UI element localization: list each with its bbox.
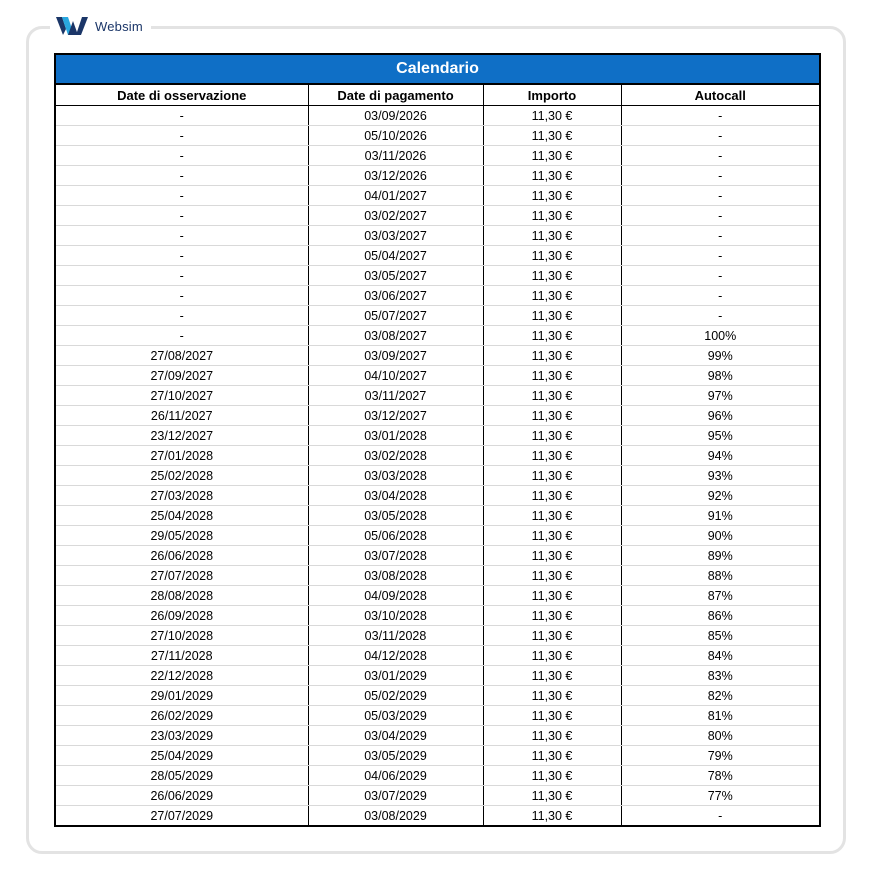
amount-cell: 11,30 € bbox=[483, 386, 621, 406]
payment-date-cell: 03/12/2027 bbox=[308, 406, 483, 426]
autocall-cell: 94% bbox=[621, 446, 820, 466]
table-row bbox=[55, 386, 820, 406]
autocall-cell: 87% bbox=[621, 586, 820, 606]
payment-date-cell: 03/05/2027 bbox=[308, 266, 483, 286]
amount-cell: 11,30 € bbox=[483, 626, 621, 646]
table-row bbox=[55, 366, 820, 386]
table-row bbox=[55, 306, 820, 326]
brand-logo bbox=[50, 14, 151, 38]
table-row bbox=[55, 246, 820, 266]
payment-date-cell: 03/02/2027 bbox=[308, 206, 483, 226]
payment-date-cell: 05/04/2027 bbox=[308, 246, 483, 266]
table-row bbox=[55, 326, 820, 346]
observation-date-cell: 29/05/2028 bbox=[55, 526, 308, 546]
amount-cell: 11,30 € bbox=[483, 166, 621, 186]
autocall-cell: - bbox=[621, 106, 820, 126]
observation-date-cell: 29/01/2029 bbox=[55, 686, 308, 706]
observation-date-cell: - bbox=[55, 186, 308, 206]
observation-date-cell: 27/07/2028 bbox=[55, 566, 308, 586]
table-row bbox=[55, 586, 820, 606]
table-row bbox=[55, 106, 820, 126]
autocall-cell: 91% bbox=[621, 506, 820, 526]
amount-cell: 11,30 € bbox=[483, 306, 621, 326]
payment-date-cell: 03/11/2026 bbox=[308, 146, 483, 166]
observation-date-cell: 27/08/2027 bbox=[55, 346, 308, 366]
table-row bbox=[55, 686, 820, 706]
autocall-cell: 95% bbox=[621, 426, 820, 446]
amount-cell: 11,30 € bbox=[483, 706, 621, 726]
table-row bbox=[55, 746, 820, 766]
payment-date-cell: 03/09/2027 bbox=[308, 346, 483, 366]
autocall-cell: 90% bbox=[621, 526, 820, 546]
autocall-cell: - bbox=[621, 166, 820, 186]
table-row bbox=[55, 286, 820, 306]
payment-date-cell: 04/01/2027 bbox=[308, 186, 483, 206]
observation-date-cell: - bbox=[55, 126, 308, 146]
amount-cell: 11,30 € bbox=[483, 426, 621, 446]
amount-cell: 11,30 € bbox=[483, 566, 621, 586]
autocall-cell: 85% bbox=[621, 626, 820, 646]
observation-date-cell: 27/03/2028 bbox=[55, 486, 308, 506]
table-title: Calendario bbox=[55, 54, 820, 84]
autocall-cell: - bbox=[621, 126, 820, 146]
autocall-cell: - bbox=[621, 186, 820, 206]
table-row bbox=[55, 186, 820, 206]
observation-date-cell: 23/12/2027 bbox=[55, 426, 308, 446]
amount-cell: 11,30 € bbox=[483, 466, 621, 486]
payment-date-cell: 03/04/2028 bbox=[308, 486, 483, 506]
column-header-observation-date: Date di osservazione bbox=[55, 84, 308, 106]
amount-cell: 11,30 € bbox=[483, 226, 621, 246]
amount-cell: 11,30 € bbox=[483, 786, 621, 806]
amount-cell: 11,30 € bbox=[483, 666, 621, 686]
observation-date-cell: 27/11/2028 bbox=[55, 646, 308, 666]
amount-cell: 11,30 € bbox=[483, 726, 621, 746]
table-row bbox=[55, 566, 820, 586]
autocall-cell: 78% bbox=[621, 766, 820, 786]
autocall-cell: 89% bbox=[621, 546, 820, 566]
table-row bbox=[55, 446, 820, 466]
amount-cell: 11,30 € bbox=[483, 186, 621, 206]
observation-date-cell: - bbox=[55, 306, 308, 326]
payment-date-cell: 03/01/2029 bbox=[308, 666, 483, 686]
table-row bbox=[55, 706, 820, 726]
payment-date-cell: 03/04/2029 bbox=[308, 726, 483, 746]
autocall-cell: 82% bbox=[621, 686, 820, 706]
column-header-autocall: Autocall bbox=[621, 84, 820, 106]
calendar-table-container bbox=[54, 53, 819, 827]
payment-date-cell: 03/08/2028 bbox=[308, 566, 483, 586]
autocall-cell: - bbox=[621, 306, 820, 326]
payment-date-cell: 03/03/2028 bbox=[308, 466, 483, 486]
observation-date-cell: - bbox=[55, 286, 308, 306]
payment-date-cell: 03/02/2028 bbox=[308, 446, 483, 466]
table-row bbox=[55, 766, 820, 786]
amount-cell: 11,30 € bbox=[483, 286, 621, 306]
observation-date-cell: - bbox=[55, 226, 308, 246]
table-row bbox=[55, 786, 820, 806]
table-row bbox=[55, 646, 820, 666]
observation-date-cell: 26/06/2029 bbox=[55, 786, 308, 806]
autocall-cell: 88% bbox=[621, 566, 820, 586]
observation-date-cell: 26/06/2028 bbox=[55, 546, 308, 566]
observation-date-cell: 27/09/2027 bbox=[55, 366, 308, 386]
amount-cell: 11,30 € bbox=[483, 686, 621, 706]
autocall-cell: - bbox=[621, 226, 820, 246]
autocall-cell: 86% bbox=[621, 606, 820, 626]
amount-cell: 11,30 € bbox=[483, 246, 621, 266]
table-row bbox=[55, 166, 820, 186]
payment-date-cell: 03/08/2029 bbox=[308, 806, 483, 827]
observation-date-cell: 25/04/2029 bbox=[55, 746, 308, 766]
payment-date-cell: 03/11/2028 bbox=[308, 626, 483, 646]
table-row bbox=[55, 726, 820, 746]
autocall-cell: - bbox=[621, 146, 820, 166]
payment-date-cell: 04/06/2029 bbox=[308, 766, 483, 786]
observation-date-cell: 23/03/2029 bbox=[55, 726, 308, 746]
payment-date-cell: 05/03/2029 bbox=[308, 706, 483, 726]
autocall-cell: 80% bbox=[621, 726, 820, 746]
table-row bbox=[55, 606, 820, 626]
observation-date-cell: 27/07/2029 bbox=[55, 806, 308, 827]
table-row bbox=[55, 226, 820, 246]
autocall-cell: 92% bbox=[621, 486, 820, 506]
table-header-row bbox=[55, 84, 820, 106]
autocall-cell: - bbox=[621, 266, 820, 286]
observation-date-cell: - bbox=[55, 246, 308, 266]
column-header-amount: Importo bbox=[483, 84, 621, 106]
observation-date-cell: - bbox=[55, 326, 308, 346]
amount-cell: 11,30 € bbox=[483, 106, 621, 126]
table-row bbox=[55, 526, 820, 546]
payment-date-cell: 03/08/2027 bbox=[308, 326, 483, 346]
autocall-cell: 83% bbox=[621, 666, 820, 686]
amount-cell: 11,30 € bbox=[483, 806, 621, 827]
payment-date-cell: 05/07/2027 bbox=[308, 306, 483, 326]
observation-date-cell: 27/01/2028 bbox=[55, 446, 308, 466]
autocall-cell: - bbox=[621, 206, 820, 226]
amount-cell: 11,30 € bbox=[483, 446, 621, 466]
autocall-cell: 79% bbox=[621, 746, 820, 766]
amount-cell: 11,30 € bbox=[483, 766, 621, 786]
observation-date-cell: - bbox=[55, 106, 308, 126]
table-row bbox=[55, 266, 820, 286]
observation-date-cell: 26/02/2029 bbox=[55, 706, 308, 726]
amount-cell: 11,30 € bbox=[483, 506, 621, 526]
observation-date-cell: - bbox=[55, 206, 308, 226]
payment-date-cell: 04/10/2027 bbox=[308, 366, 483, 386]
table-row bbox=[55, 806, 820, 827]
amount-cell: 11,30 € bbox=[483, 646, 621, 666]
table-row bbox=[55, 546, 820, 566]
payment-date-cell: 03/10/2028 bbox=[308, 606, 483, 626]
autocall-cell: - bbox=[621, 286, 820, 306]
autocall-cell: 84% bbox=[621, 646, 820, 666]
amount-cell: 11,30 € bbox=[483, 206, 621, 226]
amount-cell: 11,30 € bbox=[483, 746, 621, 766]
observation-date-cell: - bbox=[55, 166, 308, 186]
autocall-cell: 93% bbox=[621, 466, 820, 486]
table-row bbox=[55, 406, 820, 426]
table-row bbox=[55, 466, 820, 486]
autocall-cell: 81% bbox=[621, 706, 820, 726]
table-row bbox=[55, 626, 820, 646]
observation-date-cell: 22/12/2028 bbox=[55, 666, 308, 686]
payment-date-cell: 03/06/2027 bbox=[308, 286, 483, 306]
payment-date-cell: 03/03/2027 bbox=[308, 226, 483, 246]
brand-name: Websim bbox=[95, 18, 143, 34]
observation-date-cell: - bbox=[55, 146, 308, 166]
websim-logo-icon bbox=[56, 17, 90, 35]
observation-date-cell: 25/02/2028 bbox=[55, 466, 308, 486]
payment-date-cell: 03/09/2026 bbox=[308, 106, 483, 126]
payment-date-cell: 04/12/2028 bbox=[308, 646, 483, 666]
observation-date-cell: 27/10/2028 bbox=[55, 626, 308, 646]
observation-date-cell: 28/08/2028 bbox=[55, 586, 308, 606]
table-row bbox=[55, 146, 820, 166]
column-header-payment-date: Date di pagamento bbox=[308, 84, 483, 106]
table-row bbox=[55, 426, 820, 446]
observation-date-cell: 28/05/2029 bbox=[55, 766, 308, 786]
amount-cell: 11,30 € bbox=[483, 126, 621, 146]
amount-cell: 11,30 € bbox=[483, 266, 621, 286]
calendar-table bbox=[54, 53, 821, 827]
observation-date-cell: 26/09/2028 bbox=[55, 606, 308, 626]
payment-date-cell: 04/09/2028 bbox=[308, 586, 483, 606]
table-row bbox=[55, 346, 820, 366]
table-row bbox=[55, 666, 820, 686]
payment-date-cell: 03/05/2028 bbox=[308, 506, 483, 526]
autocall-cell: - bbox=[621, 246, 820, 266]
amount-cell: 11,30 € bbox=[483, 606, 621, 626]
amount-cell: 11,30 € bbox=[483, 526, 621, 546]
payment-date-cell: 03/07/2028 bbox=[308, 546, 483, 566]
autocall-cell: - bbox=[621, 806, 820, 827]
payment-date-cell: 05/10/2026 bbox=[308, 126, 483, 146]
amount-cell: 11,30 € bbox=[483, 146, 621, 166]
autocall-cell: 77% bbox=[621, 786, 820, 806]
amount-cell: 11,30 € bbox=[483, 406, 621, 426]
amount-cell: 11,30 € bbox=[483, 486, 621, 506]
amount-cell: 11,30 € bbox=[483, 346, 621, 366]
payment-date-cell: 03/11/2027 bbox=[308, 386, 483, 406]
autocall-cell: 100% bbox=[621, 326, 820, 346]
payment-date-cell: 05/02/2029 bbox=[308, 686, 483, 706]
table-row bbox=[55, 206, 820, 226]
payment-date-cell: 05/06/2028 bbox=[308, 526, 483, 546]
observation-date-cell: 25/04/2028 bbox=[55, 506, 308, 526]
autocall-cell: 98% bbox=[621, 366, 820, 386]
observation-date-cell: 26/11/2027 bbox=[55, 406, 308, 426]
autocall-cell: 97% bbox=[621, 386, 820, 406]
amount-cell: 11,30 € bbox=[483, 326, 621, 346]
amount-cell: 11,30 € bbox=[483, 586, 621, 606]
amount-cell: 11,30 € bbox=[483, 366, 621, 386]
amount-cell: 11,30 € bbox=[483, 546, 621, 566]
autocall-cell: 99% bbox=[621, 346, 820, 366]
payment-date-cell: 03/05/2029 bbox=[308, 746, 483, 766]
observation-date-cell: - bbox=[55, 266, 308, 286]
table-row bbox=[55, 126, 820, 146]
table-row bbox=[55, 506, 820, 526]
autocall-cell: 96% bbox=[621, 406, 820, 426]
payment-date-cell: 03/01/2028 bbox=[308, 426, 483, 446]
table-row bbox=[55, 486, 820, 506]
observation-date-cell: 27/10/2027 bbox=[55, 386, 308, 406]
payment-date-cell: 03/07/2029 bbox=[308, 786, 483, 806]
payment-date-cell: 03/12/2026 bbox=[308, 166, 483, 186]
